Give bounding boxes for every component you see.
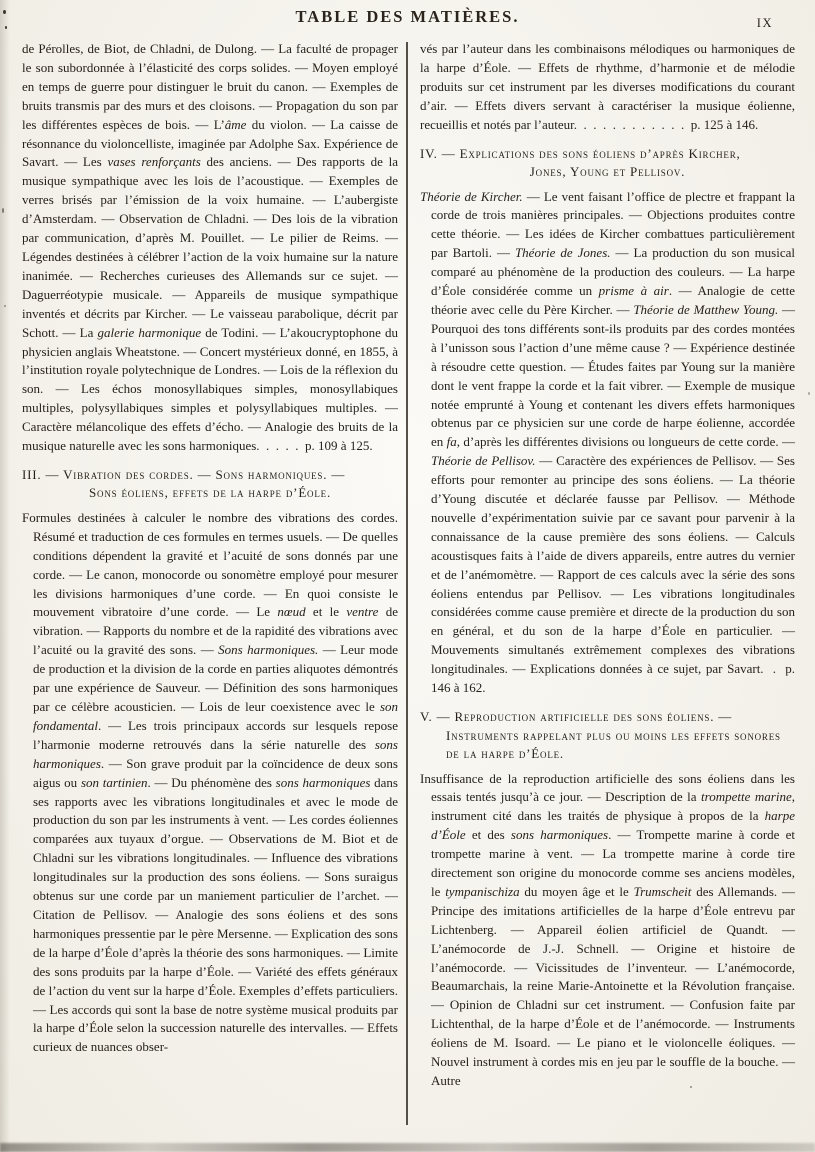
right-column (420, 40, 795, 1093)
heading-line: Sons éoliens, effets de la harpe d’Éole. (89, 485, 331, 501)
toc-paragraph: vés par l’auteur dans les combinaisons mélodiques ou harmoniques de la harpe d’Éole. — Effets de rhythme, d’harmonie et de mélodie produits sur cet instrument par les diverses modifications du courant d’air. — Effets divers servant à caractériser la musique éolienne, recueillis et notés par l’auteur. . . . . . . . . . . . p. 125 à 146. (420, 41, 795, 132)
scan-speck (3, 10, 6, 14)
heading-line: de la harpe d’Éole. (446, 746, 564, 761)
toc-paragraph: Insuffisance de la reproduction artificielle des sons éoliens dans les essais tentés jusqu’à ce jour. — Description de la trompette marine, instrument cité dans les traités de physique à propos de la harpe d’Éole et des sons harmoniques. — Trompette marine à corde et trompette marine à vent. — La trompette marine à corde tire directement son origine du monocorde comme ses anciens modèles, le tympanischiza du moyen âge et le Trumscheit des Allemands. — Principe des imitations artificielles de la harpe d’Éole entrevu par Lichtenberg. — Appareil éolien artificiel de Quandt. — L’anémocorde de J.-J. Schnell. — Origine et histoire de l’anémocorde. — Vicissitudes de l’inventeur. — L’anémocorde, Beaumarchais, la reine Marie-Antoinette et la Révolution française. — Opinion de Chladni sur cet instrument. — Confusion faite par Lichtenthal, de la harpe d’Éole et de l’anémocorde. — Instruments éoliens de M. Isoard. — Le piano et le violoncelle éoliques. — Nouvel instrument à cordes mis en jeu par le souffle de la bouche. — Autre (420, 770, 795, 1088)
scan-bottom-smudge (0, 1143, 815, 1152)
page-number: IX (756, 16, 773, 30)
scan-edge-shadow (0, 0, 10, 1152)
scan-speck (5, 26, 7, 29)
section-heading (22, 466, 398, 503)
toc-paragraph: Formules destinées à calculer le nombre des vibrations des cordes. Résumé et traduction de ces formules en termes usuels. — De quelles conditions dépendent la gravité et l’acuité de sons donnés par une corde. — Le canon, monocorde ou sonomètre employé pour mesurer les divisions harmoniques d’une corde. — En quoi consiste le mouvement vibratoire d’une corde. — Le nœud et le ventre de vibration. — Rapports du nombre et de la rapidité des vibrations avec l’acuité ou la gravité des sons. — Sons harmoniques. — Leur mode de production et la division de la corde en parties aliquotes démontrés par une expérience de Sauveur. — Définition des sons harmoniques par ce célèbre acousticien. — Lois de leur coexistence avec le son fondamental. — Les trois principaux accords sur lesquels repose l’harmonie moderne retrouvés dans la série naturelle des sons harmoniques. — Son grave produit par la coïncidence de deux sons aigus ou son tartinien. — Du phénomène des sons harmoniques dans ses rapports avec les vibrations longitudinales et avec le mode de production du son par les instruments à vent. — Les cordes éoliennes comparées aux tuyaux d’orgue. — Observations de M. Biot et de Chladni sur les vibrations longitudinales. — Influence des vibrations longitudinales sur la production des sons éoliens. — Sons suraigus obtenus sur une corde par un maniement particulier de l’archet. — Citation de Pellisov. — Analogie des sons éoliens et des sons harmoniques pressentie par le père Mersenne. — Explication des sons de la harpe d’Éole d’après la théorie des sons harmoniques. — Limite des sons produits par la harpe d’Éole. — Variété des effets généraux de l’action du vent sur la harpe d’Éole. Exemples d’effets particuliers. — Les accords qui sont la base de notre système musical produits par la harpe d’Éole selon la succession naturelle des intervalles. — Effets curieux de nuances obser- (22, 509, 399, 1055)
toc-paragraph: de Pérolles, de Biot, de Chladni, de Dulong. — La faculté de propager le son subordonnée à l’élasticité des corps solides. — Moyen employé en temps de guerre pour distinguer le bruit du canon. — Exemples de bruits transmis par des murs et des cloisons. — Propagation du son par les différentes espèces de bois. — L’âme du violon. — La caisse de résonnance du violoncelliste, imaginée par Adolphe Sax. Expérience de Savart. — Les vases renforçants des anciens. — Des rapports de la musique sympathique avec les lois de l’acoustique. — Exemples de verres brisés par l’émission de la voix humaine. — L’aubergiste d’Amsterdam. — Observation de Chladni. — Des lois de la vibration par communication, d’après M. Pouillet. — Le pilier de Reims. — Légendes destinées à célébrer l’action de la voix humaine sur la nature inanimée. — Recherches curieuses des Allemands sur ce sujet. — Daguerréotypie musicale. — Appareils de musique sympathique inventés et décrits par Kircher. — Le vaisseau parabolique, décrit par Schott. — La galerie harmonique de Todini. — L’akoucryptophone du physicien anglais Wheatstone. — Concert mystérieux donné, en 1855, à l’institution royale polytechnique de Londres. — Lois de la réflexion du son. — Les échos monosyllabiques simples, monosyllabiques multiples, polysyllabiques simples et polysyllabiques multiples. — Caractère mélancolique des effets d’écho. — Analogie des bruits de la musique naturelle avec les sons harmoniques. . . . . p. 109 à 125. (22, 41, 399, 454)
heading-line: Instruments rappelant plus ou moins les effets sonores (446, 727, 781, 743)
heading-line: III. — Vibration des cordes. — Sons harmoniques. — (22, 466, 346, 482)
section-heading (420, 708, 795, 764)
left-column (22, 40, 398, 1059)
heading-line: V. — Reproduction artificielle des sons éoliens. — (420, 709, 733, 724)
toc-paragraph: Théorie de Kircher. — Le vent faisant l’office de plectre et frappant la corde de trois manières principales. — Objections produites contre cette théorie. — Les idées de Kircher combattues particulièrement par Bartoli. — Théorie de Jones. — La production du son musical comparé au phénomène de la production des couleurs. — La harpe d’Éole considérée comme un prisme à air. — Analogie de cette théorie avec celle du Père Kircher. — Théorie de Matthew Young. — Pourquoi des tons différents sont-ils produits par des cordes montées à l’unisson sous l’action d’une même cause ? — Expérience destinée à résoudre cette question. — Études faites par Young sur la manière dont le vent frappe la corde et la fait vibrer. — Exemple de musique notée emprunté à Young et contenant les divers effets harmoniques obtenus par ce physicien sur une corde de harpe éolienne, accordée en fa, d’après les différentes divisions ou longueurs de cette corde. — Théorie de Pellisov. — Caractère des expériences de Pellisov. — Ses efforts pour remonter au principe des sons éoliens. — La théorie d’Young discutée et déclarée fausse par Pellisov. — Méthode nouvelle d’expérimentation suivie par ce savant pour parvenir à la connaissance de la cause première des sons éoliens. — Calculs acoustisques faits à l’aide de divers appareils, entre autres du vernier et de l’anémomètre. — Rapport de ces calculs avec la série des sons éoliens entendus par Pellisov. — Les vibrations longitudinales considérées comme cause première et directe de la production du son en général, et du son de la harpe d’Éole en particulier. — Mouvements simultanés extrêmement complexes des vibrations longitudinales. — Explications données à ce sujet, par Savart. . p. 146 à 162. (420, 188, 796, 696)
scan-speck (690, 1086, 692, 1088)
heading-line: IV. — Explications des sons éoliens d’après Kircher, (420, 145, 741, 161)
scan-speck (808, 392, 810, 395)
section-heading (420, 145, 795, 182)
scan-speck (4, 305, 6, 307)
scan-speck (2, 208, 4, 213)
heading-line: Jones, Young et Pellisov. (529, 164, 686, 180)
column-divider-rule (406, 42, 408, 1125)
page-title: TABLE DES MATIÈRES. (295, 7, 520, 26)
